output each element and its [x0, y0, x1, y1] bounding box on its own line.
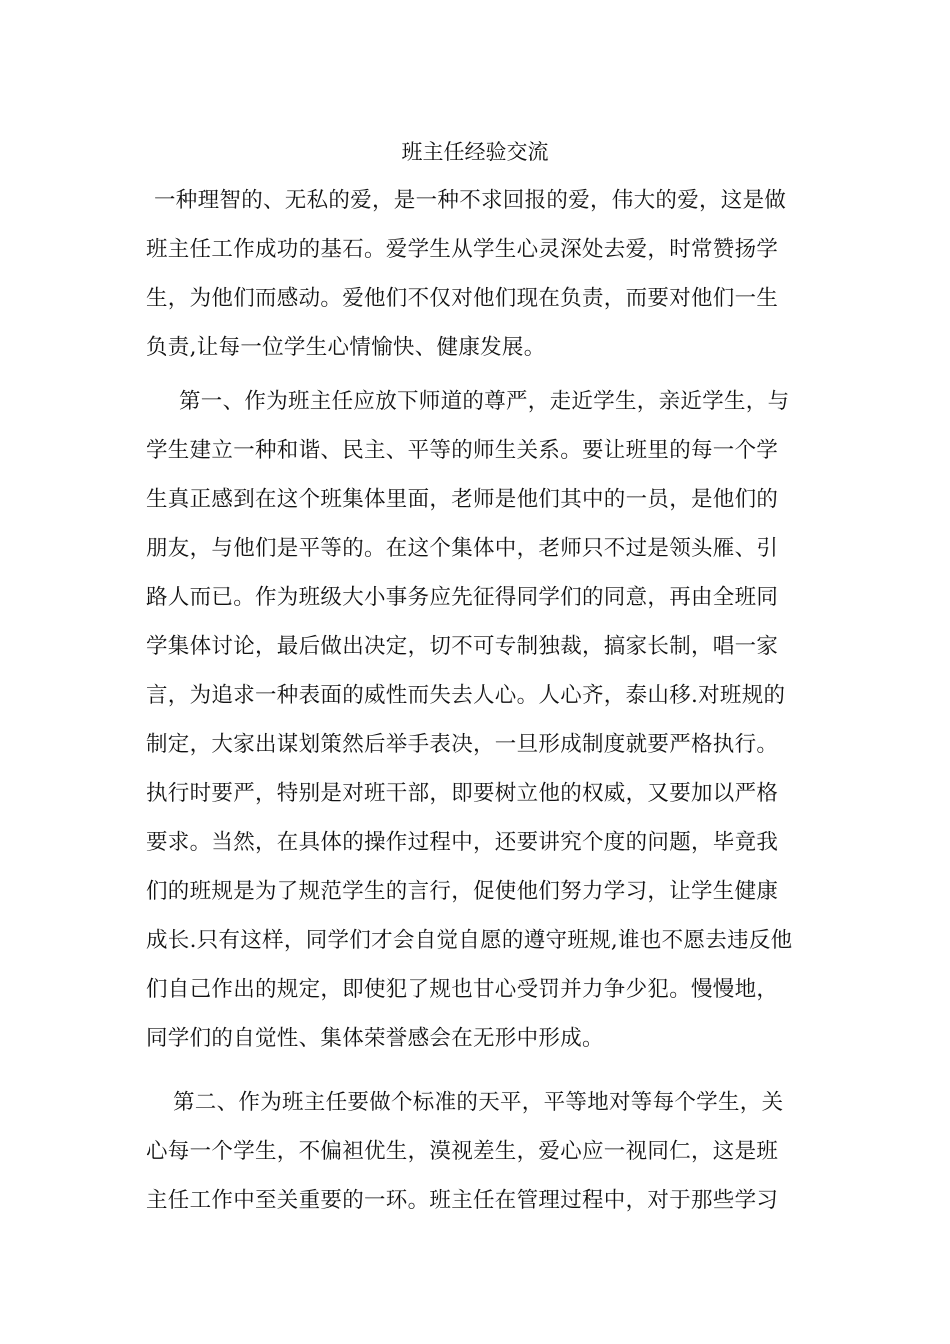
paragraph-line: 心每一个学生，不偏袒优生，漠视差生，爱心应一视同仁，这是班: [146, 1139, 779, 1164]
paragraph-line: 一种理智的、无私的爱，是一种不求回报的爱，伟大的爱，这是做: [154, 188, 787, 213]
paragraph-intro: [146, 176, 826, 372]
paragraph-line: 第二、作为班主任要做个标准的天平，平等地对等每个学生，关: [173, 1090, 784, 1115]
paragraph-line: 生真正感到在这个班集体里面，老师是他们其中的一员，是他们的: [146, 487, 779, 512]
paragraph-line: 路人而已。作为班级大小事务应先征得同学们的同意，再由全班同: [146, 585, 779, 610]
paragraph-line: 同学们的自觉性、集体荣誉感会在无形中形成。: [146, 1026, 604, 1051]
paragraph-second-point: [146, 1078, 826, 1225]
paragraph-line: 制定，大家出谋划策然后举手表决，一旦形成制度就要严格执行。: [146, 732, 779, 757]
paragraph-line: 执行时要严，特别是对班干部，即要树立他的权威，又要加以严格: [146, 781, 779, 806]
paragraph-line: 们的班规是为了规范学生的言行，促使他们努力学习，让学生健康: [146, 879, 779, 904]
paragraph-line: 学生建立一种和谐、民主、平等的师生关系。要让班里的每一个学: [146, 438, 779, 463]
paragraph-first-point: [146, 377, 826, 1063]
paragraph-line: 学集体讨论，最后做出决定，切不可专制独裁，搞家长制，唱一家: [146, 634, 779, 659]
paragraph-line: 成长.只有这样，同学们才会自觉自愿的遵守班规,谁也不愿去违反他: [146, 928, 793, 953]
paragraph-line: 主任工作中至关重要的一环。班主任在管理过程中，对于那些学习: [146, 1188, 779, 1213]
paragraph-line: 第一、作为班主任应放下师道的尊严，走近学生，亲近学生，与: [179, 389, 790, 414]
paragraph-line: 负责,让每一位学生心情愉快、健康发展。: [146, 335, 546, 360]
paragraph-line: 言，为追求一种表面的威性而失去人心。人心齐，泰山移.对班规的: [146, 683, 786, 708]
paragraph-line: 朋友，与他们是平等的。在这个集体中，老师只不过是领头雁、引: [146, 536, 779, 561]
paragraph-line: 班主任工作成功的基石。爱学生从学生心灵深处去爱，时常赞扬学: [146, 237, 779, 262]
paragraph-line: 生，为他们而感动。爱他们不仅对他们现在负责，而要对他们一生: [146, 286, 779, 311]
document-title: 班主任经验交流: [401, 140, 549, 164]
paragraph-line: 要求。当然，在具体的操作过程中，还要讲究个度的问题，毕竟我: [146, 830, 779, 855]
paragraph-line: 们自己作出的规定，即使犯了规也甘心受罚并力争少犯。慢慢地，: [146, 977, 779, 1002]
